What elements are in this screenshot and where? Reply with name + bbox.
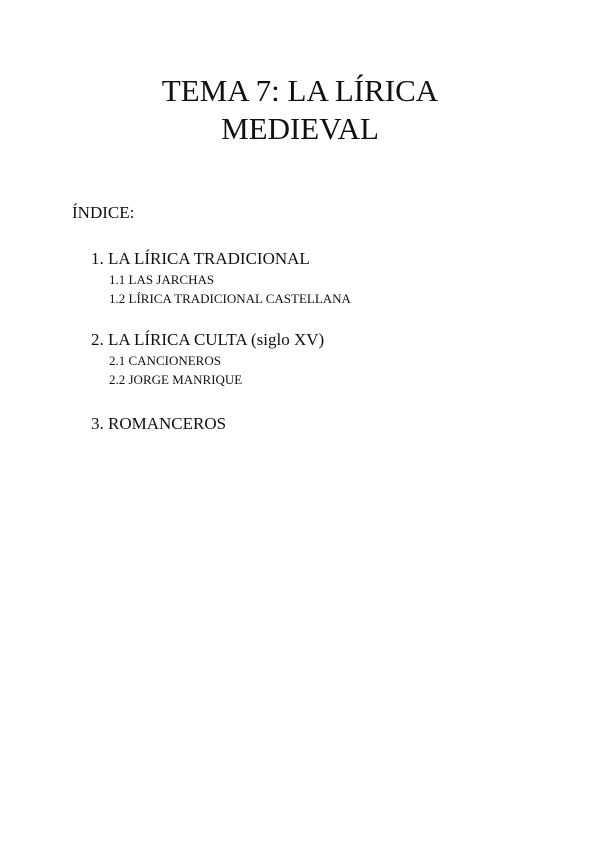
section-heading: 3. ROMANCEROS	[91, 414, 227, 433]
subsection-item: 2.2 JORGE MANRIQUE	[109, 372, 243, 387]
subsection-item: 1.2 LÍRICA TRADICIONAL CASTELLANA	[109, 291, 351, 306]
index-section-2	[91, 329, 571, 389]
subsection-item: 2.1 CANCIONEROS	[109, 353, 221, 368]
index-label: ÍNDICE:	[72, 203, 135, 222]
document-title	[0, 72, 600, 148]
subsection-item: 1.1 LAS JARCHAS	[109, 272, 215, 287]
title-line-1: TEMA 7: LA LÍRICA	[161, 73, 439, 108]
index-section-1	[91, 248, 571, 308]
section-heading: 2. LA LÍRICA CULTA (siglo XV)	[91, 330, 325, 349]
index-section-3	[91, 413, 571, 435]
title-line-2: MEDIEVAL	[221, 111, 379, 146]
subsection-list	[91, 270, 571, 308]
section-heading: 1. LA LÍRICA TRADICIONAL	[91, 249, 310, 268]
subsection-list	[91, 351, 571, 389]
